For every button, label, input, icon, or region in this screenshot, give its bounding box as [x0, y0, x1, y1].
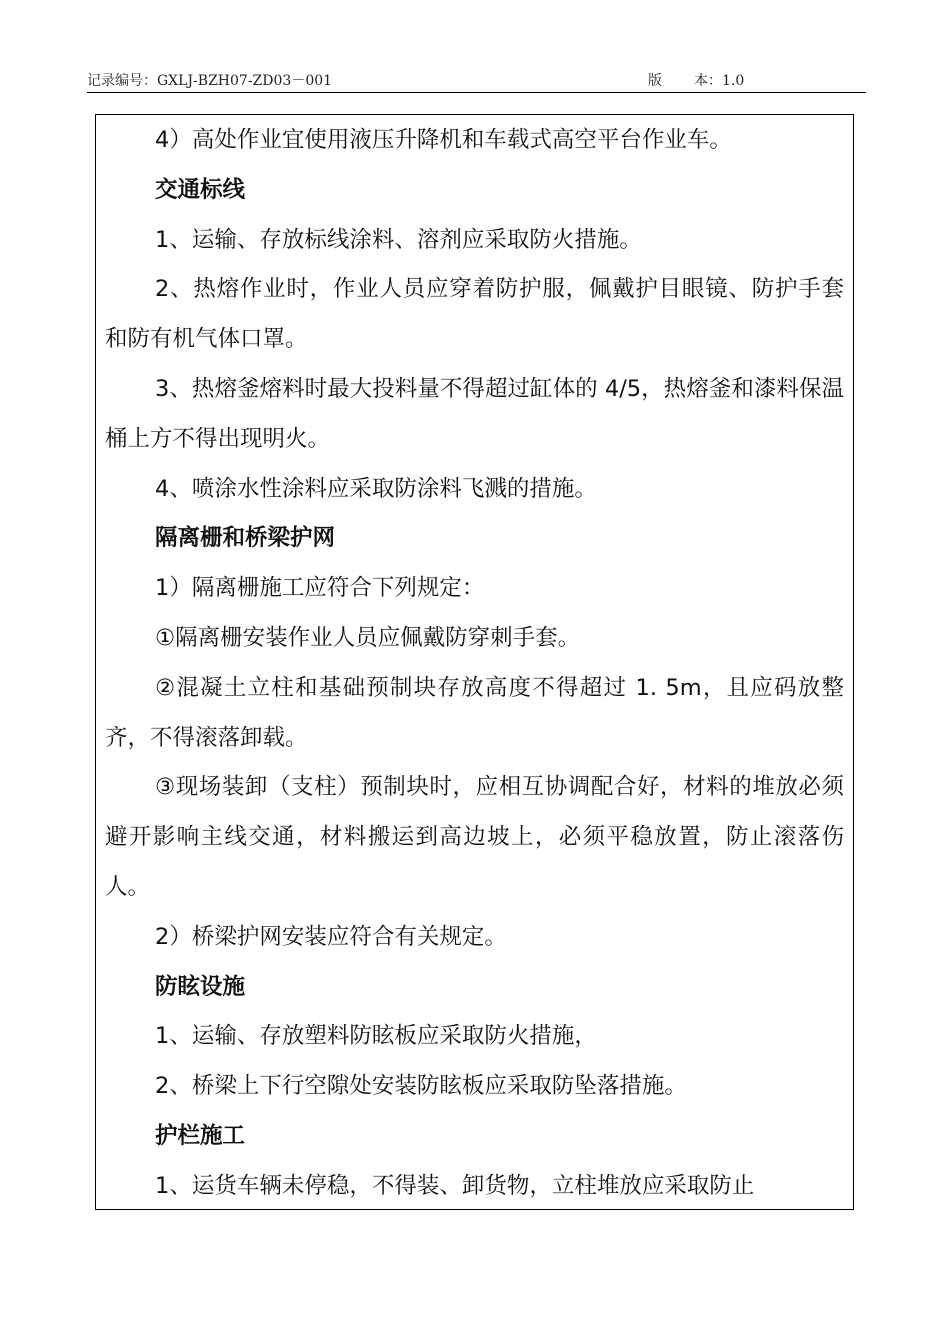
content-box	[95, 114, 854, 1210]
page-header	[87, 68, 866, 93]
paragraph: ②混凝土立柱和基础预制块存放高度不得超过 1. 5m，且应码放整齐，不得滚落卸载。	[105, 674, 844, 751]
paragraph: 2）桥梁护网安装应符合有关规定。	[155, 923, 507, 950]
paragraph: 1、运输、存放塑料防眩板应采取防火措施，	[155, 1023, 597, 1050]
paragraph: 2、热熔作业时，作业人员应穿着防护服，佩戴护目眼镜、防护手套和防有机气体口罩。	[105, 276, 844, 353]
paragraph: ③现场装卸（支柱）预制块时，应相互协调配合好，材料的堆放必须避开影响主线交通，材料搬运到高边坡上，必须平稳放置，防止滚落伤人。	[105, 774, 844, 900]
section-heading: 护栏施工	[155, 1122, 246, 1149]
paragraph: 1、运货车辆未停稳，不得装、卸货物，立柱堆放应采取防止	[155, 1172, 755, 1199]
version-label-a: 版	[648, 73, 662, 89]
version-info	[648, 70, 744, 90]
paragraph: 4、喷涂水性涂料应采取防涂料飞溅的措施。	[155, 475, 597, 502]
document-body	[96, 115, 853, 1210]
paragraph: 2、桥梁上下行空隙处安装防眩板应采取防坠落措施。	[155, 1073, 687, 1100]
version-label-b: 本：1.0	[694, 73, 745, 89]
paragraph: 1、运输、存放标线涂料、溶剂应采取防火措施。	[155, 226, 642, 253]
section-heading: 防眩设施	[155, 973, 246, 1000]
section-heading: 隔离栅和桥梁护网	[155, 525, 336, 552]
paragraph: 4）高处作业宜使用液压升降机和车载式高空平台作业车。	[155, 127, 732, 153]
paragraph: ①隔离栅安装作业人员应佩戴防穿刺手套。	[155, 624, 581, 651]
paragraph: 3、热熔釜熔料时最大投料量不得超过缸体的 4/5，热熔釜和漆料保温桶上方不得出现明火。	[105, 375, 844, 452]
section-heading: 交通标线	[155, 176, 246, 203]
paragraph: 1）隔离栅施工应符合下列规定：	[155, 575, 485, 602]
record-number: 记录编号：GXLJ-BZH07-ZD03－001	[87, 73, 333, 89]
